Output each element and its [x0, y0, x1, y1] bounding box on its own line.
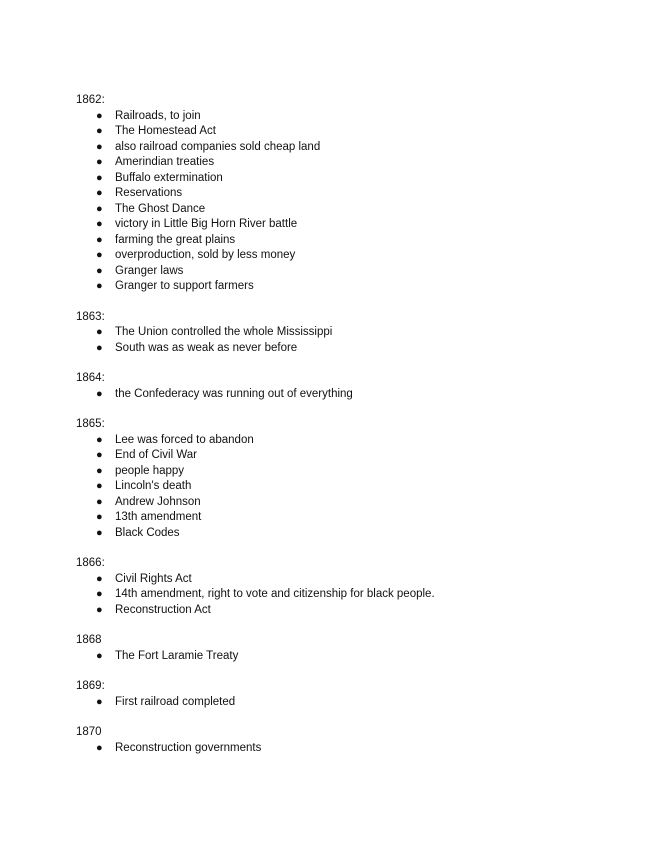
list-item-text: farming the great plains [115, 233, 236, 246]
bullet-list [76, 649, 636, 665]
bullet-icon: ● [96, 280, 103, 292]
list-item [76, 217, 636, 233]
bullet-icon: ● [96, 187, 103, 199]
list-item-text: Granger laws [115, 264, 184, 277]
list-item [76, 448, 636, 464]
section-1863 [76, 310, 636, 357]
year-heading: 1864: [76, 372, 105, 384]
section-1870 [76, 725, 636, 756]
list-item-text: End of Civil War [115, 449, 198, 461]
bullet-icon: ● [96, 341, 103, 354]
list-item [76, 495, 636, 511]
bullet-icon: ● [96, 125, 103, 137]
bullet-icon: ● [96, 433, 103, 446]
list-item-text: Civil Rights Act [115, 572, 192, 585]
list-item-text: South was as weak as never before [115, 341, 298, 354]
bullet-icon: ● [96, 449, 103, 461]
year-heading: 1862: [76, 94, 105, 106]
list-item-text: victory in Little Big Horn River battle [115, 218, 298, 230]
bullet-list [76, 109, 636, 295]
list-item-text: also railroad companies sold cheap land [115, 140, 321, 153]
list-item-text: First railroad completed [115, 695, 236, 708]
list-item-text: 13th amendment [115, 511, 202, 523]
list-item-text: The Homestead Act [115, 125, 216, 137]
list-item [76, 202, 636, 218]
list-item [76, 526, 636, 542]
list-item-text: The Ghost Dance [115, 202, 206, 215]
bullet-list [76, 387, 636, 403]
list-item-text: The Fort Laramie Treaty [115, 649, 239, 662]
bullet-icon: ● [96, 480, 103, 492]
bullet-list [76, 741, 636, 757]
bullet-icon: ● [96, 202, 103, 215]
list-item-text: the Confederacy was running out of everything [115, 387, 353, 400]
section-1865 [76, 417, 636, 541]
list-item [76, 510, 636, 526]
list-item [76, 233, 636, 249]
list-item-text: Andrew Johnson [115, 495, 201, 508]
list-item [76, 124, 636, 140]
list-item [76, 171, 636, 187]
list-item [76, 155, 636, 171]
list-item-text: people happy [115, 464, 185, 477]
list-item-text: Lincoln's death [115, 480, 192, 492]
bullet-icon: ● [96, 588, 103, 600]
year-heading: 1863: [76, 310, 105, 323]
list-item-text: Reconstruction Act [115, 603, 211, 616]
bullet-icon: ● [96, 156, 103, 168]
section-1869 [76, 679, 636, 710]
bullet-icon: ● [96, 326, 103, 338]
year-heading: 1866: [76, 557, 105, 569]
list-item [76, 603, 636, 619]
bullet-icon: ● [96, 572, 103, 585]
list-item-text: Railroads, to join [115, 109, 201, 122]
list-item [76, 572, 636, 588]
bullet-icon: ● [96, 495, 103, 508]
section-1864 [76, 371, 636, 402]
bullet-icon: ● [96, 387, 103, 400]
bullet-icon: ● [96, 695, 103, 708]
list-item [76, 695, 636, 711]
bullet-list [76, 695, 636, 711]
list-item [76, 140, 636, 156]
list-item-text: Black Codes [115, 526, 180, 539]
list-item [76, 387, 636, 403]
list-item [76, 341, 636, 357]
bullet-icon: ● [96, 140, 103, 153]
year-heading: 1869: [76, 680, 105, 692]
bullet-icon: ● [96, 603, 103, 616]
section-1862 [76, 93, 636, 295]
bullet-icon: ● [96, 511, 103, 523]
section-1866 [76, 556, 636, 618]
document-body [76, 93, 636, 771]
bullet-list [76, 572, 636, 619]
list-item [76, 479, 636, 495]
list-item-text: Buffalo extermination [115, 171, 223, 184]
bullet-icon: ● [96, 171, 103, 184]
bullet-icon: ● [96, 649, 103, 662]
list-item [76, 741, 636, 757]
bullet-icon: ● [96, 218, 103, 230]
year-heading: 1865: [76, 418, 105, 430]
section-1868 [76, 633, 636, 664]
year-heading: 1868 [76, 634, 102, 646]
list-item [76, 587, 636, 603]
list-item [76, 248, 636, 264]
bullet-icon: ● [96, 249, 103, 261]
list-item [76, 649, 636, 665]
list-item-text: Reconstruction governments [115, 741, 262, 754]
list-item-text: The Union controlled the whole Mississippi [115, 326, 333, 338]
list-item [76, 464, 636, 480]
bullet-icon: ● [96, 741, 103, 754]
list-item-text: 14th amendment, right to vote and citizenship for black people. [115, 588, 435, 600]
list-item [76, 264, 636, 280]
year-heading: 1870 [76, 726, 102, 738]
list-item [76, 109, 636, 125]
bullet-icon: ● [96, 233, 103, 246]
list-item-text: Reservations [115, 187, 183, 199]
list-item-text: Lee was forced to abandon [115, 433, 254, 446]
list-item-text: overproduction, sold by less money [115, 249, 296, 261]
list-item [76, 279, 636, 295]
bullet-icon: ● [96, 526, 103, 539]
bullet-list [76, 325, 636, 356]
bullet-list [76, 433, 636, 542]
bullet-icon: ● [96, 464, 103, 477]
list-item [76, 433, 636, 449]
bullet-icon: ● [96, 109, 103, 122]
list-item-text: Amerindian treaties [115, 156, 215, 168]
list-item-text: Granger to support farmers [115, 280, 254, 292]
list-item [76, 186, 636, 202]
list-item [76, 325, 636, 341]
bullet-icon: ● [96, 264, 103, 277]
